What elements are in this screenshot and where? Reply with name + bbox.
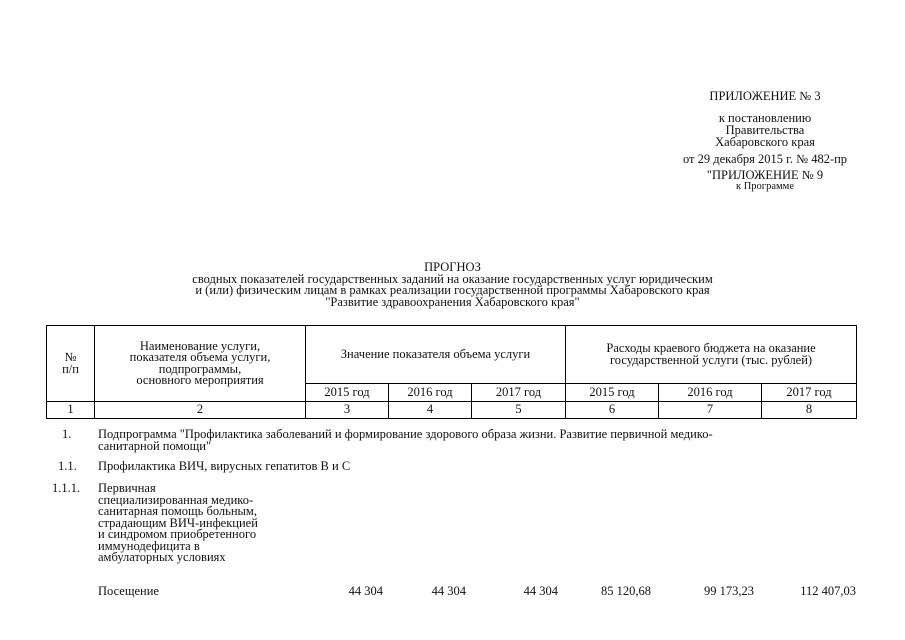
forecast-table-header	[46, 325, 857, 419]
index-cell: 3	[306, 402, 389, 419]
value-cell: 112 407,03	[800, 584, 856, 598]
appendix-title: ПРИЛОЖЕНИЕ № 3	[709, 89, 821, 103]
title-line: сводных показателей государственных заданий на оказание государственных услуг юридическим	[192, 271, 713, 286]
activity-title: Профилактика ВИЧ, вирусных гепатитов В и С	[98, 459, 351, 473]
header-cell-number: № п/п	[47, 326, 95, 402]
value-cell: 44 304	[523, 584, 558, 598]
header-year: 2015 год	[566, 384, 659, 402]
appendix-line: Хабаровского края	[715, 135, 815, 149]
header-year: 2016 год	[389, 384, 472, 402]
header-year: 2017 год	[472, 384, 566, 402]
index-cell: 2	[95, 402, 306, 419]
appendix-subtitle: "ПРИЛОЖЕНИЕ № 9	[706, 168, 824, 182]
header-cell-expenses: Расходы краевого бюджета на оказание государственной услуги (тыс. рублей)	[566, 326, 857, 384]
index-cell: 4	[389, 402, 472, 419]
index-cell: 7	[659, 402, 762, 419]
row-number: 1.	[62, 427, 72, 441]
appendix-line: к постановлению	[718, 111, 812, 125]
appendix-date: от 29 декабря 2015 г. № 482-пр	[682, 152, 848, 166]
index-cell: 1	[47, 402, 95, 419]
row-number: 1.1.1.	[52, 481, 81, 495]
header-cell-name: Наименование услуги, показателя объема услуги, подпрограммы, основного мероприятия	[95, 326, 306, 402]
title-heading: ПРОГНОЗ	[424, 260, 481, 274]
value-cell: 85 120,68	[601, 584, 651, 598]
appendix-line: к Программе	[736, 181, 794, 192]
header-cell-volume: Значение показателя объема услуги	[306, 326, 566, 384]
indicator-name: Посещение	[98, 584, 159, 598]
header-year: 2016 год	[659, 384, 762, 402]
index-cell: 8	[762, 402, 857, 419]
index-cell: 5	[472, 402, 566, 419]
service-name: Первичная специализированная медико- санитарная помощь больным, страдающим ВИЧ-инфекцией и синдромом приобретенного иммунодефицита в амбулаторных условиях	[98, 481, 258, 564]
header-year: 2017 год	[762, 384, 857, 402]
subprogram-title: Подпрограмма "Профилактика заболеваний и формирование здорового образа жизни. Развитие первичной медико- санитарной помощи"	[98, 427, 713, 453]
index-cell: 6	[566, 402, 659, 419]
title-line: "Развитие здравоохранения Хабаровского края"	[325, 294, 580, 309]
title-line: и (или) физическим лицам в рамках реализации государственной программы Хабаровского края	[195, 283, 710, 297]
value-cell: 99 173,23	[704, 584, 754, 598]
value-cell: 44 304	[348, 584, 383, 598]
document-title	[40, 262, 865, 308]
appendix-line: Правительства	[725, 123, 805, 137]
appendix-header	[640, 90, 890, 193]
value-cell: 44 304	[431, 584, 466, 598]
row-number: 1.1.	[58, 459, 77, 473]
header-year: 2015 год	[306, 384, 389, 402]
